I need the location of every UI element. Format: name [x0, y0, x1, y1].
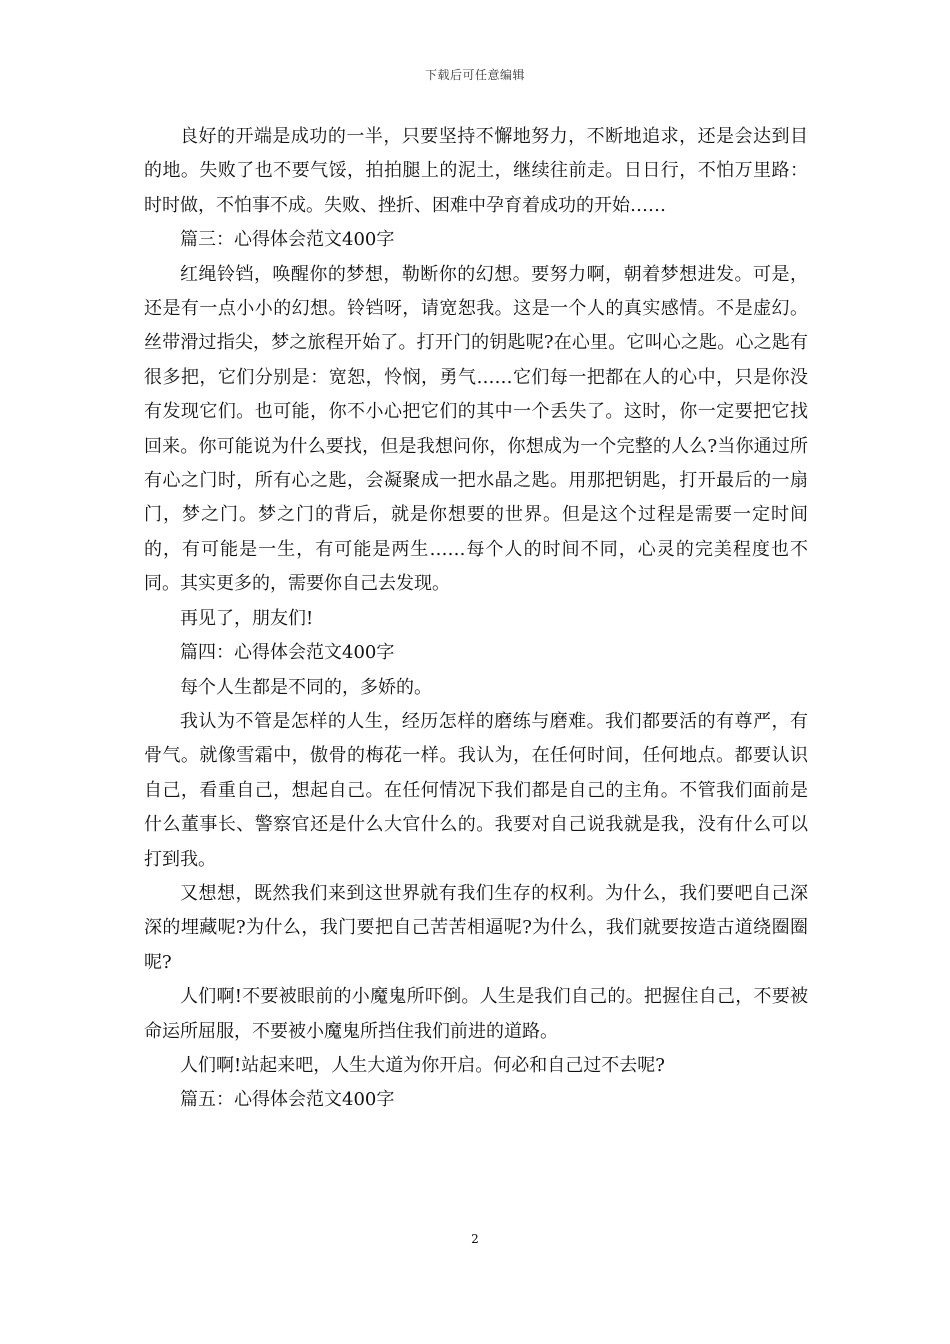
section-heading: 篇三：心得体会范文400字: [180, 229, 395, 251]
section-heading: 篇五：心得体会范文400字: [180, 1089, 395, 1111]
document-body: [144, 120, 808, 1118]
paragraph: 每个人生都是不同的，多娇的。: [180, 676, 432, 698]
page-header: 下载后可任意编辑: [424, 68, 525, 82]
paragraph: 人们啊!不要被眼前的小魔鬼所吓倒。人生是我们自己的。把握住自己，不要被命运所屈服，不要被小魔鬼所挡住我们前进的道路。: [144, 986, 808, 1042]
paragraph: 人们啊!站起来吧，人生大道为你开启。何必和自己过不去呢?: [180, 1054, 665, 1076]
paragraph: 红绳铃铛，唤醒你的梦想，勒断你的幻想。要努力啊，朝着梦想进发。可是，还是有一点小小的幻想。铃铛呀，请宽恕我。这是一个人的真实感情。不是虚幻。丝带滑过指尖，梦之旅程开始了。打开门的钥匙呢?在心里。它叫心之匙。心之匙有很多把，它们分别是：宽恕，怜悯，勇气……它们每一把都在人的心中，只是你没有发现它们。也可能，你不小心把它们的其中一个丢失了。这时，你一定要把它找回来。你可能说为什么要找，但是我想问你，你想成为一个完整的人么?当你通过所有心之门时，所有心之匙，会凝聚成一把水晶之匙。用那把钥匙，打开最后的一扇门，梦之门。梦之门的背后，就是你想要的世界。但是这个过程是需要一定时间的，有可能是一生，有可能是两生……每个人的时间不同，心灵的完美程度也不同。其实更多的，需要你自己去发现。: [144, 263, 808, 595]
paragraph: 又想想，既然我们来到这世界就有我们生存的权利。为什么，我们要吧自己深深的埋藏呢?为什么，我门要把自己苦苦相逼呢?为什么，我们就要按造古道绕圈圈呢?: [144, 882, 808, 973]
section-heading: 篇四：心得体会范文400字: [180, 642, 395, 664]
paragraph: 我认为不管是怎样的人生，经历怎样的磨练与磨难。我们都要活的有尊严，有骨气。就像雪霜中，傲骨的梅花一样。我认为，在任何时间，任何地点。都要认识自己，看重自己，想起自己。在任何情况下我们都是自己的主角。不管我们面前是什么董事长、警察官还是什么大官什么的。我要对自己说我就是我，没有什么可以打到我。: [144, 710, 808, 870]
paragraph: 良好的开端是成功的一半，只要坚持不懈地努力，不断地追求，还是会达到目的地。失败了也不要气馁，拍拍腿上的泥土，继续往前走。日日行，不怕万里路：时时做，不怕事不成。失败、挫折、困难中孕育着成功的开始……: [144, 126, 808, 216]
paragraph: 再见了，朋友们!: [180, 607, 314, 629]
page-number: 2: [471, 1232, 479, 1246]
